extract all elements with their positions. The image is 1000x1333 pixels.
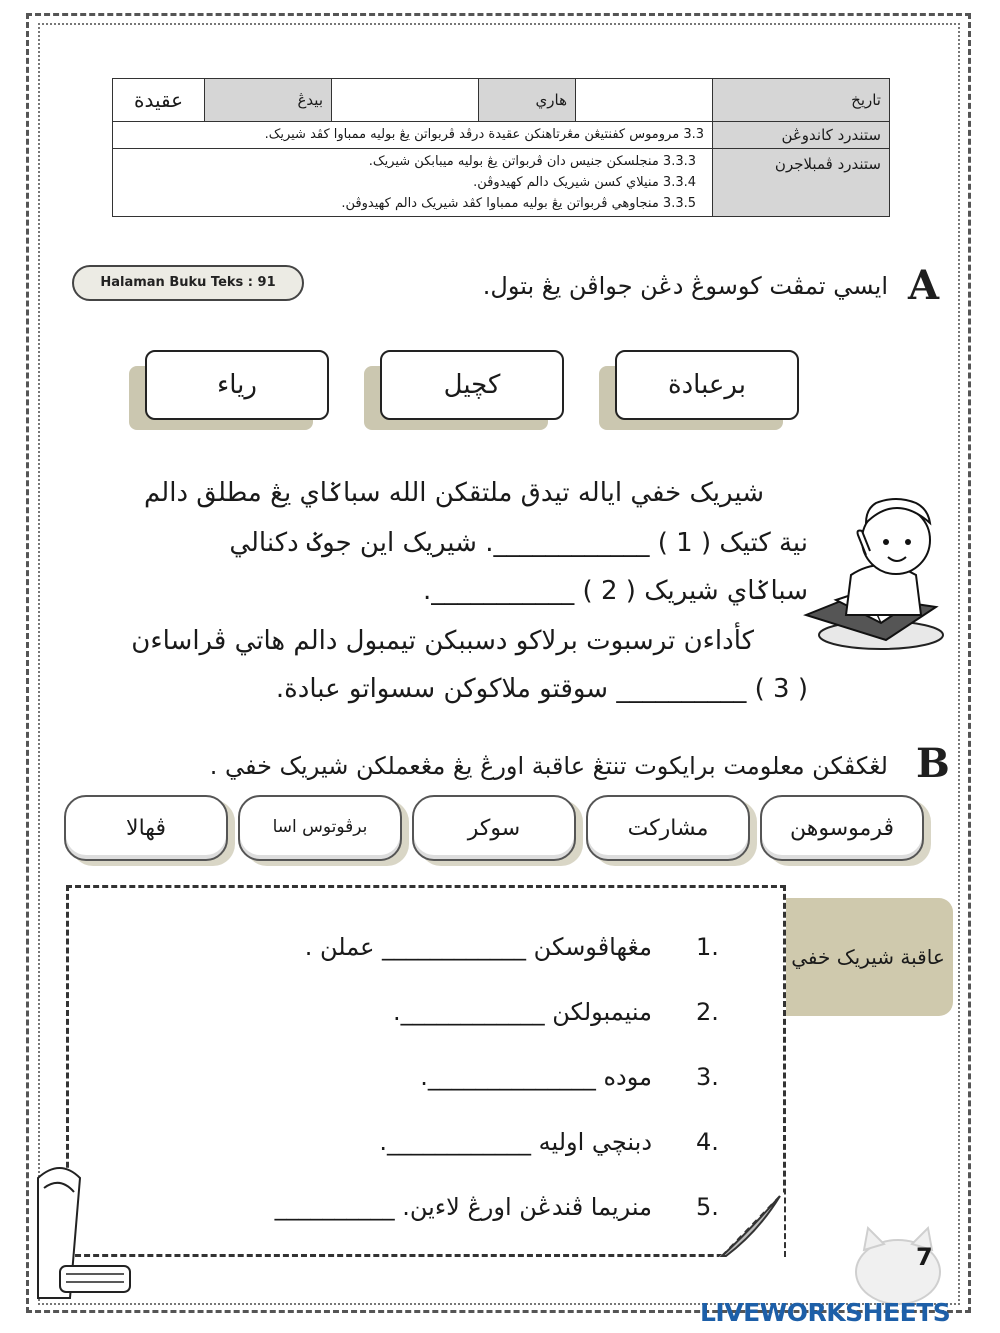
boy-reading-illustration (796, 495, 956, 655)
passage-line: كأدا‍ءن ترسبوت برلاكو دسببكن تيمبول دالم هاتي ڤراسا‍ءن (131, 626, 754, 656)
answer-option[interactable]: سوكر (412, 795, 576, 861)
page-curl-decoration (718, 1192, 788, 1260)
day-field[interactable] (332, 79, 479, 122)
content-standard-label: ستندرد كاندوڠن (713, 122, 890, 149)
learning-standard-item: 3.3.5 منجاوهي ڤربواتن يڠ بوليه ممباوا كڤد شيريک دالم كهيدوڤن. (341, 196, 696, 211)
question-number: 4. (696, 1128, 719, 1156)
passage-line: ( 3 ) __________ سوقتو ملاكوكن سسواتو عبادة. (275, 674, 808, 704)
answer-option[interactable]: برڤوتوس اسا (238, 795, 402, 861)
answer-option[interactable]: مشاركت (586, 795, 750, 861)
field-label: بيدڠ (205, 79, 332, 122)
info-table (112, 78, 890, 217)
section-a-letter: A (908, 262, 940, 309)
learning-standard-item: 3.3.3 منجلسكن جنيس دان ڤربواتن يڠ بوليه ميبابكن شيريک. (368, 154, 696, 169)
word-card-label: ريا‍ء (145, 350, 329, 420)
passage-line: شيريک خفي اياله تيدق ملتقكن الله سباݢاي يڠ مطلق دالم (144, 478, 764, 508)
question-text[interactable]: منيمبولكن ____________. (393, 998, 652, 1026)
word-card[interactable] (380, 350, 564, 428)
word-card[interactable] (145, 350, 329, 428)
word-card-label: كچيل (380, 350, 564, 420)
date-field[interactable] (576, 79, 713, 122)
question-text[interactable]: مڠهاڤوسكن ____________ عملن . (304, 933, 652, 961)
word-card-label: برعبادة (615, 350, 799, 420)
passage-line: نية كتيک ( 1 ) ____________. شيريک اين جوݢ دكنالي (229, 528, 808, 558)
question-text[interactable]: موده ______________. (420, 1063, 652, 1091)
answer-option[interactable]: ڤرموسوهن (760, 795, 924, 861)
question-number: 2. (696, 998, 719, 1026)
question-number: 5. (696, 1193, 719, 1221)
word-card[interactable] (615, 350, 799, 428)
question-text[interactable]: دبنچي اوليه ____________. (379, 1128, 652, 1156)
brand-logo[interactable]: LIVEWORKSHEETS (700, 1298, 951, 1327)
passage-line: سباݢاي شيريک ( 2 ) ___________. (423, 576, 808, 606)
subject-value: عقيدة (113, 79, 205, 122)
question-number: 3. (696, 1063, 719, 1091)
day-label: هاري (479, 79, 576, 122)
consequence-label: عاقبة شيريک خفي (783, 898, 953, 1016)
section-b-instruction: لڠكڤكن معلومت برايكوت تنتڠ عاقبة اورڠ يڠ مڠعملكن شيريک خفي . (209, 752, 888, 780)
page-number: 7 (916, 1243, 933, 1271)
learning-standard-label: ستندرد ڤمبلاجرن (713, 149, 890, 217)
textbook-page-badge: Halaman Buku Teks : 91 (72, 265, 304, 301)
cartoon-decoration (30, 1148, 140, 1308)
cat-watermark (838, 1220, 958, 1310)
question-text[interactable]: منريما ڤندڠن اورڠ لا‍ءين. __________ (274, 1193, 652, 1221)
section-b-letter: B (916, 740, 950, 787)
date-label: تاريخ (713, 79, 890, 122)
learning-standard-item: 3.3.4 منيلاي كسن شيريک دالم كهيدوڤن. (473, 175, 696, 190)
content-standard-text: 3.3 مروموس كفنتيڠن مڠرتاهنكن عقيدة درڤد ڤربواتن يڠ بوليه ممباوا كڤد شيريک. (113, 122, 713, 149)
answer-option[interactable]: ڤهالا (64, 795, 228, 861)
question-number: 1. (696, 933, 719, 961)
section-a-instruction: ايسي تمڤت كوسوڠ دڠن جواڤن يڠ بتول. (482, 272, 888, 300)
